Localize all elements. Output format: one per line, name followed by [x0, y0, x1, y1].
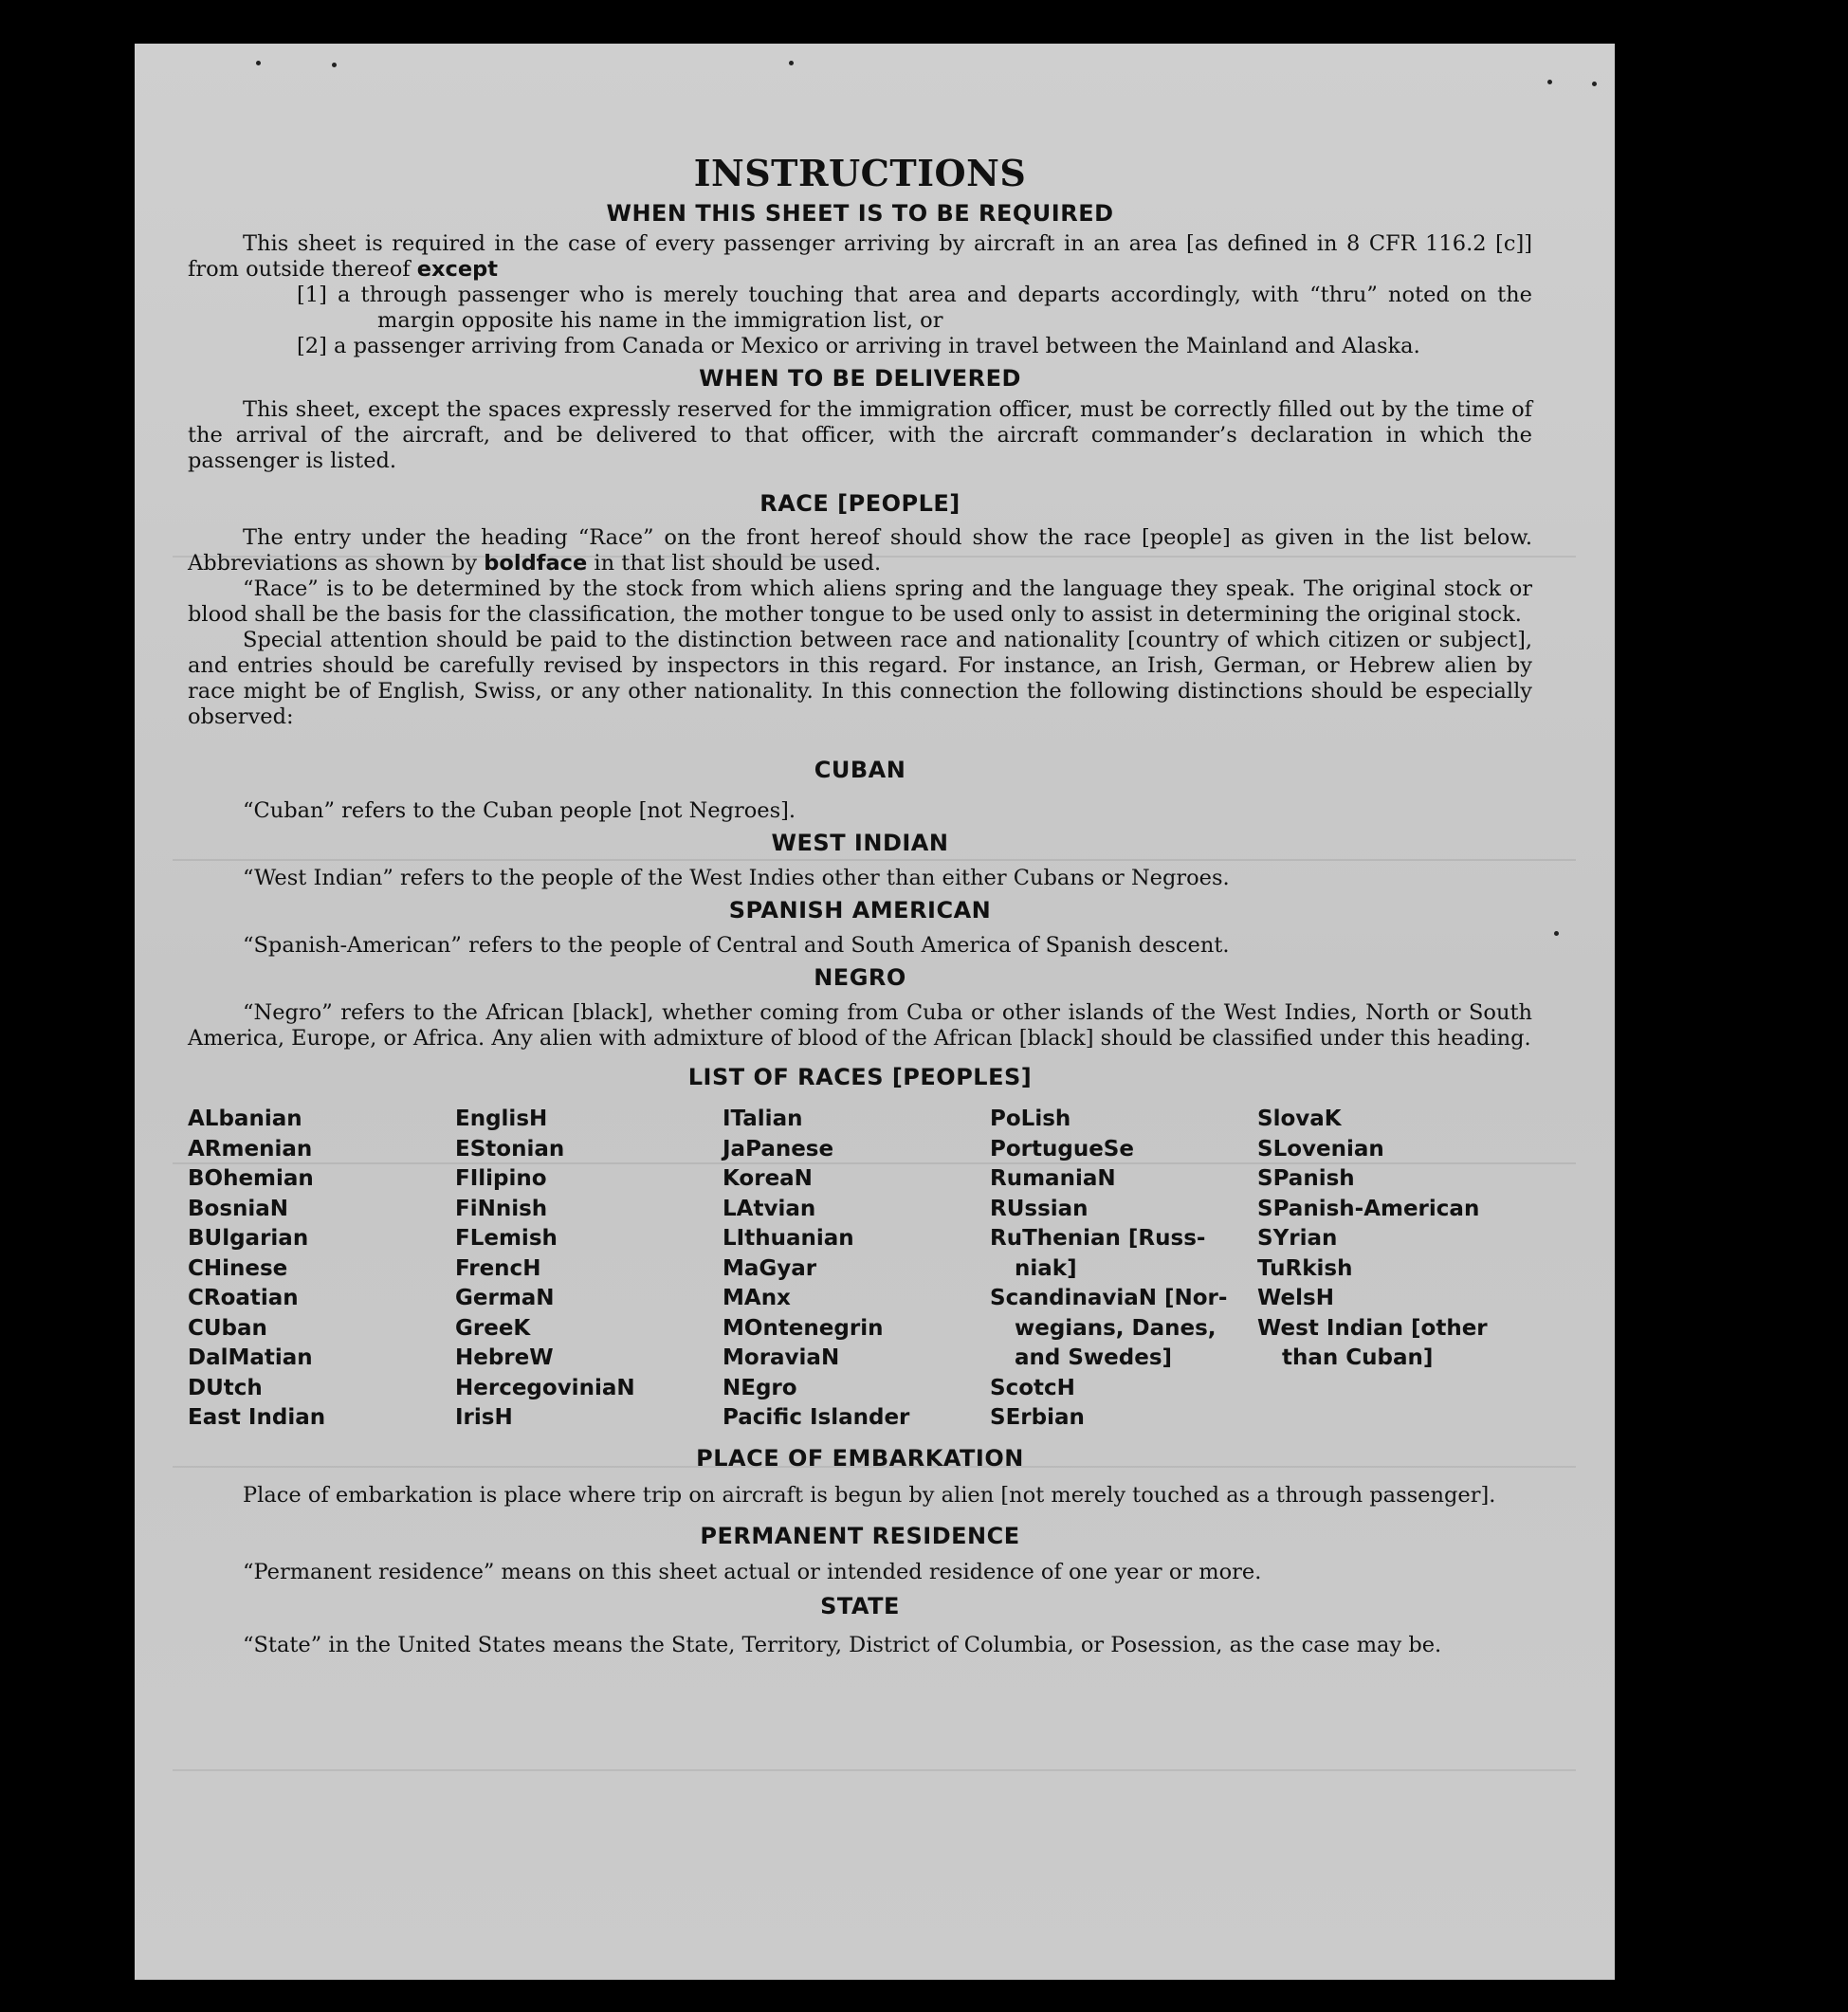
- race-paragraph-1: [188, 525, 1532, 576]
- race-entry: CRoatian: [188, 1286, 299, 1310]
- section-heading-west-indian: WEST INDIAN: [771, 830, 949, 856]
- race-entry: MOntenegrin: [723, 1315, 884, 1341]
- section-heading-negro: NEGRO: [814, 964, 906, 991]
- west-indian-text: “West Indian” refers to the people of the West Indies other than either Cubans or Negroes.: [243, 866, 1230, 890]
- races-column-3: [723, 1105, 990, 1434]
- section-heading-race: RACE [PEOPLE]: [759, 490, 961, 517]
- section-negro: [188, 959, 1532, 1052]
- race-entry: RUssian: [990, 1196, 1089, 1221]
- race-entry: FIlipino: [455, 1166, 547, 1191]
- race-entry: SlovaK: [1257, 1107, 1342, 1131]
- race-entry: LAtvian: [723, 1196, 816, 1221]
- race-entry: JaPanese: [723, 1136, 834, 1161]
- race-entry: ScotcH: [990, 1375, 1075, 1400]
- section-heading-embarkation: PLACE OF EMBARKATION: [696, 1444, 1024, 1472]
- races-column-1: [188, 1105, 455, 1434]
- race-entry: SYrian: [1257, 1226, 1338, 1251]
- race-entry: GreeK: [455, 1315, 531, 1341]
- race-entry: BosniaN: [188, 1196, 289, 1221]
- race-entry: West Indian [other: [1257, 1315, 1488, 1341]
- required-item-2: [2] a passenger arriving from Canada or Mexico or arriving in travel between the Mainland and Alaska.: [297, 334, 1420, 358]
- race-entry: SLovenian: [1257, 1136, 1384, 1161]
- race-entry: FLemish: [455, 1226, 558, 1251]
- race-p1-text: The entry under the heading “Race” on the front hereof should show the race [people] as given in the list below. Abbreviations as shown by: [188, 525, 1532, 576]
- section-cuban: [188, 730, 1532, 824]
- race-entry: ARmenian: [188, 1136, 313, 1161]
- race-entry: East Indian: [188, 1405, 326, 1430]
- required-item-1: [1] a through passenger who is merely touching that area and departs accordingly, with “thru” noted on the margin opposite his name in the immigration list, or: [297, 283, 1532, 333]
- race-paragraph-2: “Race” is to be determined by the stock from which aliens spring and the language they speak. The original stock or blood shall be the basis for the classification, the mother tongue to be used only to assist in determining the original stock.: [188, 576, 1532, 627]
- race-entry: ALbanian: [188, 1107, 302, 1131]
- race-entry: BUlgarian: [188, 1226, 309, 1251]
- section-required: [188, 197, 1532, 359]
- required-intro-text: This sheet is required in the case of every passenger arriving by aircraft in an area [as defined in 8 CFR 116.2 [c]] from outside thereof: [188, 231, 1532, 282]
- race-entry: CHinese: [188, 1255, 288, 1281]
- race-entry: ScandinaviaN [Nor-: [990, 1286, 1228, 1310]
- required-intro-bold: except: [416, 257, 498, 282]
- race-entry: GermaN: [455, 1286, 555, 1310]
- embarkation-text: Place of embarkation is place where trip on aircraft is begun by alien [not merely touched as a through passenger].: [243, 1482, 1496, 1508]
- section-heading-residence: PERMANENT RESIDENCE: [700, 1522, 1020, 1549]
- race-entry: WelsH: [1257, 1286, 1334, 1310]
- race-entry: DalMatian: [188, 1345, 313, 1370]
- state-text: “State” in the United States means the State, Territory, District of Columbia, or Posession, as the case may be.: [243, 1632, 1442, 1657]
- negro-text: “Negro” refers to the African [black], whether coming from Cuba or other islands of the West Indies, North or South America, Europe, or Africa. Any alien with admixture of blood of the African [black] should be classified under this heading.: [188, 1000, 1532, 1051]
- section-list-of-races: [188, 1052, 1532, 1434]
- race-entry: SPanish: [1257, 1166, 1355, 1191]
- section-residence: [188, 1509, 1532, 1585]
- race-entry: ITalian: [723, 1107, 803, 1131]
- race-entry: RumaniaN: [990, 1166, 1116, 1191]
- section-spanish-american: [188, 891, 1532, 959]
- race-entry: SPanish-American: [1257, 1196, 1480, 1221]
- section-embarkation: [188, 1434, 1532, 1509]
- race-entry: FrencH: [455, 1255, 541, 1281]
- section-heading-list-of-races: LIST OF RACES [PEOPLES]: [687, 1064, 1033, 1090]
- race-entry: KoreaN: [723, 1166, 813, 1191]
- section-heading-delivered: WHEN TO BE DELIVERED: [699, 365, 1021, 392]
- races-column-2: [455, 1105, 723, 1434]
- race-p1-bold: boldface: [484, 551, 588, 576]
- race-p1-tail: in that list should be used.: [587, 551, 882, 576]
- race-entry: HercegoviniaN: [455, 1375, 635, 1400]
- race-entry: NEgro: [723, 1375, 797, 1400]
- race-entry: and Swedes]: [1015, 1345, 1173, 1370]
- delivered-text: This sheet, except the spaces expressly reserved for the immigration officer, must be correctly filled out by the time of the arrival of the aircraft, and be delivered to that officer, with the aircraft commander’s declaration in which the passenger is listed.: [188, 397, 1532, 473]
- section-state: [188, 1585, 1532, 1658]
- race-entry: wegians, Danes,: [1015, 1315, 1217, 1341]
- races-column-5: [1257, 1105, 1532, 1434]
- race-entry: DUtch: [188, 1375, 263, 1400]
- race-entry: MoraviaN: [723, 1345, 840, 1370]
- race-entry: BOhemian: [188, 1166, 314, 1191]
- race-entry: MAnx: [723, 1286, 791, 1310]
- page-title: INSTRUCTIONS: [693, 152, 1027, 194]
- race-paragraph-3: Special attention should be paid to the distinction between race and nationality [country of which citizen or subject], and entries should be carefully revised by inspectors in this regard. For instance, an Irish, German, or Hebrew alien by race might be of English, Swiss, or any other nationality. In this connection the following distinctions should be especially observed:: [188, 628, 1532, 729]
- race-entry: SErbian: [990, 1405, 1085, 1430]
- instructions-content: [188, 150, 1532, 1658]
- section-delivered: [188, 359, 1532, 474]
- residence-text: “Permanent residence” means on this sheet actual or intended residence of one year or more.: [243, 1559, 1262, 1584]
- races-table: [188, 1105, 1532, 1434]
- race-entry: PoLish: [990, 1107, 1071, 1131]
- race-entry: CUban: [188, 1315, 267, 1341]
- race-entry: RuThenian [Russ-: [990, 1226, 1206, 1251]
- race-entry: LIthuanian: [723, 1226, 854, 1251]
- section-heading-required: WHEN THIS SHEET IS TO BE REQUIRED: [606, 200, 1114, 227]
- race-entry: FiNnish: [455, 1196, 548, 1221]
- section-heading-state: STATE: [820, 1592, 900, 1619]
- section-heading-spanish-american: SPANISH AMERICAN: [728, 897, 992, 924]
- spanish-american-text: “Spanish-American” refers to the people of Central and South America of Spanish descent.: [243, 933, 1230, 958]
- section-race: [188, 474, 1532, 730]
- race-entry: EStonian: [455, 1136, 565, 1161]
- section-heading-cuban: CUBAN: [814, 757, 906, 783]
- document-page: [135, 44, 1615, 1980]
- required-intro: [188, 231, 1532, 283]
- race-entry: PortugueSe: [990, 1136, 1134, 1161]
- section-west-indian: [188, 824, 1532, 891]
- races-column-4: [990, 1105, 1257, 1434]
- race-entry: EnglisH: [455, 1107, 548, 1131]
- race-entry: MaGyar: [723, 1255, 817, 1281]
- race-entry: TuRkish: [1257, 1255, 1353, 1281]
- race-entry: than Cuban]: [1282, 1345, 1434, 1370]
- race-entry: niak]: [1015, 1255, 1077, 1281]
- race-entry: HebreW: [455, 1345, 554, 1370]
- race-entry: IrisH: [455, 1405, 513, 1430]
- cuban-text: “Cuban” refers to the Cuban people [not Negroes].: [243, 798, 796, 823]
- race-entry: Pacific Islander: [723, 1405, 910, 1430]
